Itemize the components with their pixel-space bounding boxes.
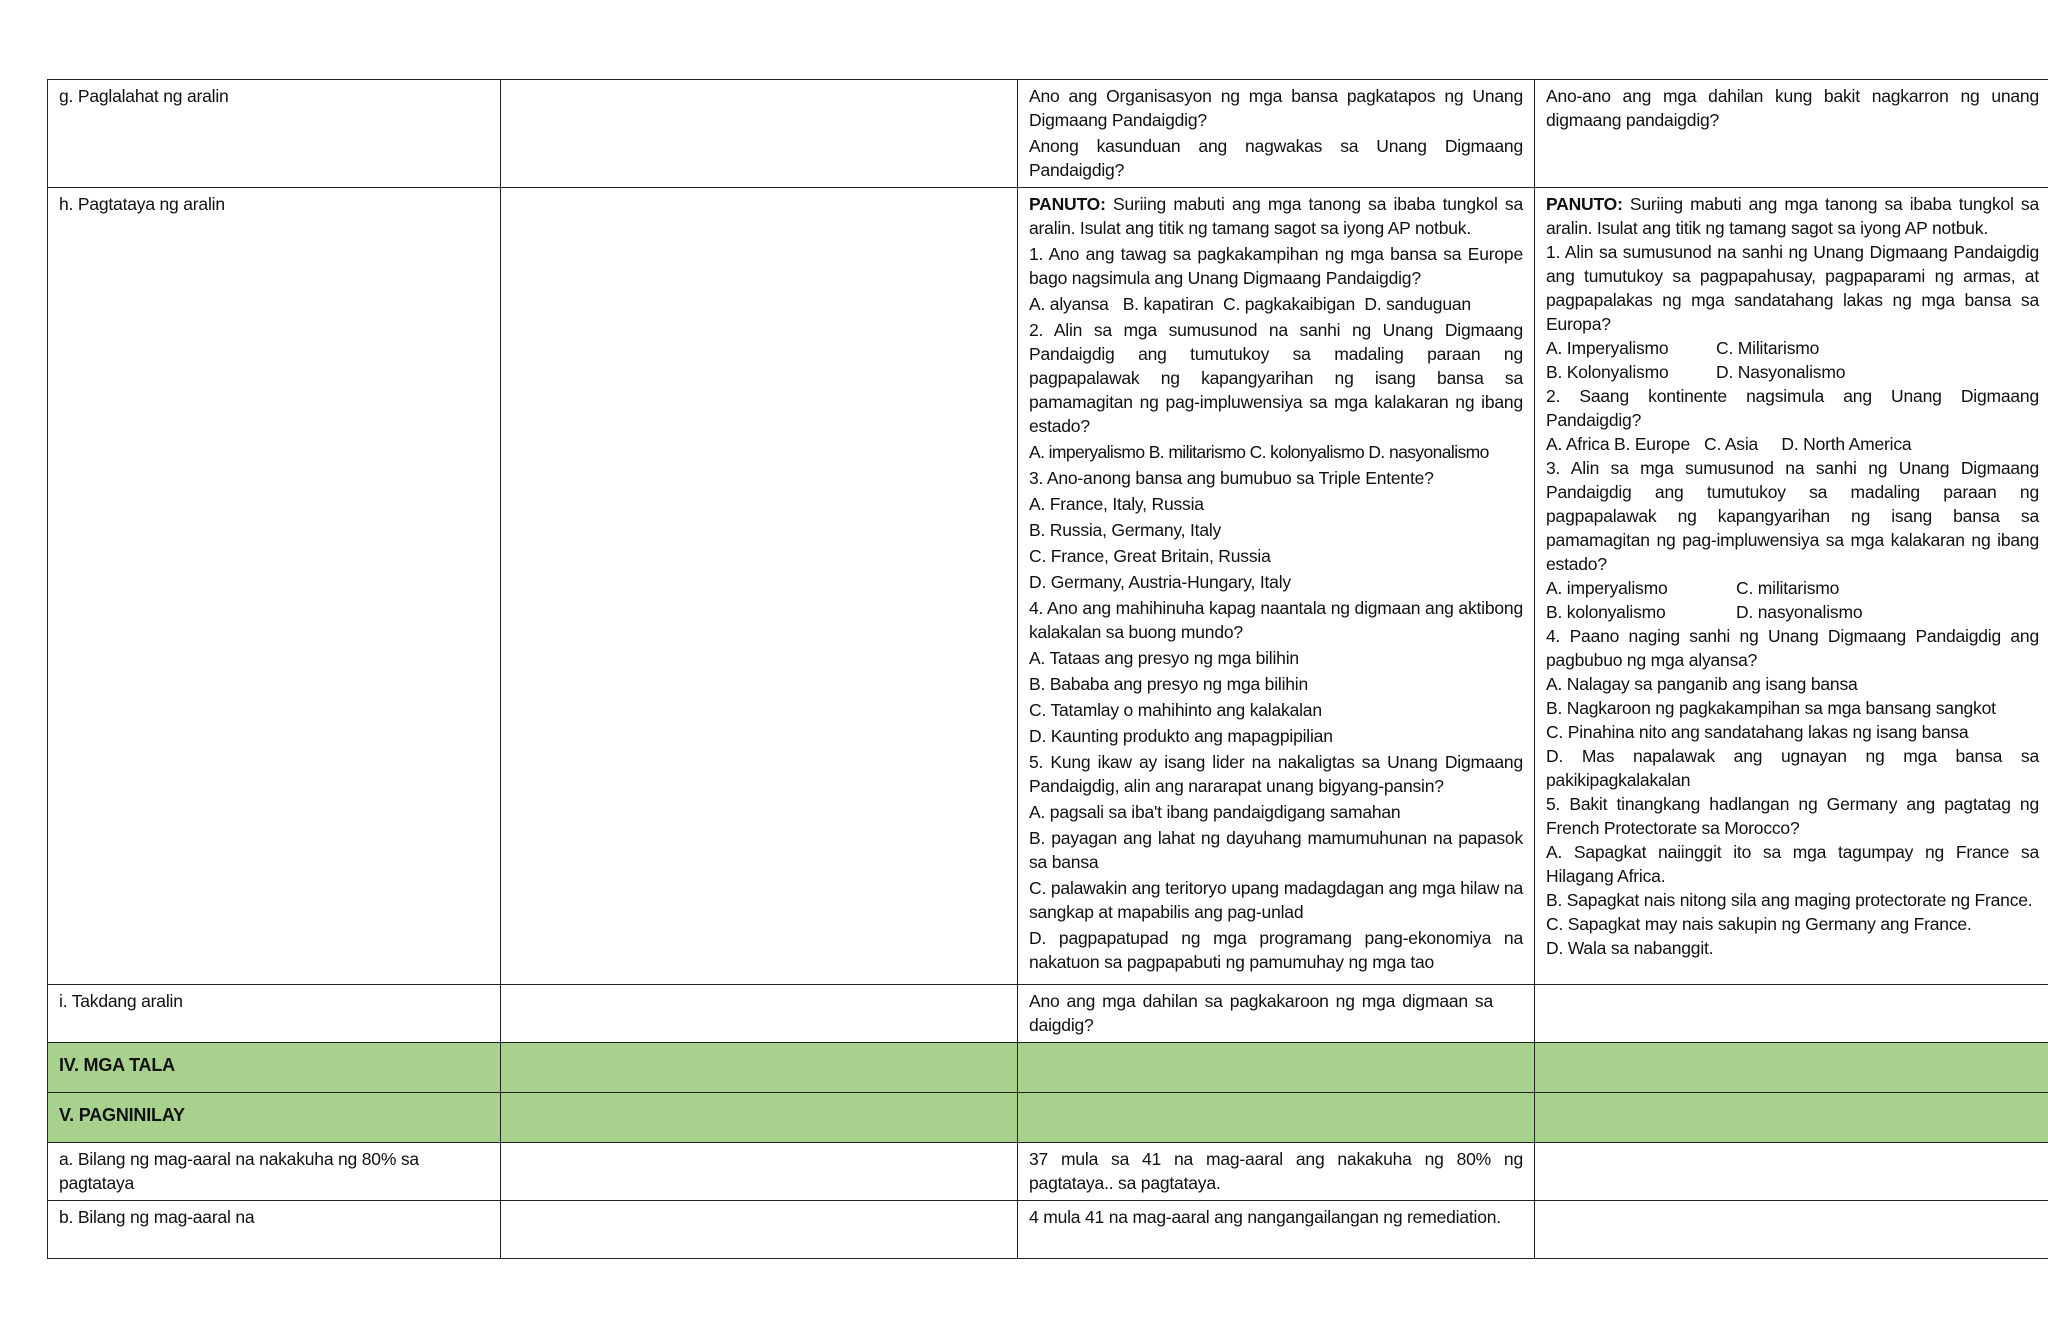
empty-cell — [501, 1143, 1018, 1201]
empty-cell — [501, 985, 1018, 1043]
assignment-text: Ano ang mga dahilan sa pagkakaroon ng mga digmaan sa daigdig? — [1029, 991, 1493, 1035]
table-row — [48, 1143, 2048, 1201]
question-text: 1. Ano ang tawag sa pagkakampihan ng mga bansa sa Europe bago nagsimula ang Unang Digmaang Pandaigdig? — [1029, 244, 1523, 288]
table-row — [48, 80, 2048, 188]
answer-option: B. Russia, Germany, Italy — [1029, 520, 1222, 540]
panuto-label: PANUTO: — [1546, 194, 1623, 214]
cell-pagtataya-day4 — [1535, 188, 2048, 985]
empty-cell — [1535, 1043, 2048, 1093]
answer-option: D. nasyonalismo — [1736, 602, 1863, 622]
question-text: 1. Alin sa sumusunod na sanhi ng Unang Digmaang Pandaigdig ang tumutukoy sa pagpapahusay, pagpaparami ng armas, at pagpapalakas ng mga sandatahang lakas ng mga bansa sa Europa? — [1546, 242, 2039, 334]
panuto-text: Suriing mabuti ang mga tanong sa ibaba tungkol sa aralin. Isulat ang titik ng tamang sagot sa iyong AP notbuk. — [1546, 194, 2039, 238]
question-text: 5. Bakit tinangkang hadlangan ng Germany ang pagtatag ng French Protectorate sa Morocco? — [1546, 794, 2039, 838]
question-text: 5. Kung ikaw ay isang lider na nakaligtas sa Unang Digmaang Pandaigdig, alin ang nararapat unang bigyang-pansin? — [1029, 752, 1523, 796]
section-heading: IV. MGA TALA — [48, 1043, 501, 1093]
row-label: i. Takdang aralin — [48, 985, 501, 1043]
question-text: 2. Saang kontinente nagsimula ang Unang Digmaang Pandaigdig? — [1546, 386, 2039, 430]
answer-option: B. Nagkaroon ng pagkakampihan sa mga bansang sangkot — [1546, 698, 1996, 718]
empty-cell — [1018, 1093, 1535, 1143]
question-text: Anong kasunduan ang nagwakas sa Unang Digmaang Pandaigdig? — [1029, 136, 1523, 180]
section-row — [48, 1043, 2048, 1093]
cell-pagtataya-day3 — [1018, 188, 1535, 985]
row-label: a. Bilang ng mag-aaral na nakakuha ng 80% sa pagtataya — [48, 1143, 501, 1201]
answer-option: C. Pinahina nito ang sandatahang lakas ng isang bansa — [1546, 722, 1969, 742]
answer-options: A. alyansa B. kapatiran C. pagkakaibigan D. sanduguan — [1029, 294, 1471, 314]
empty-cell — [1535, 985, 2048, 1043]
answer-option: C. militarismo — [1736, 578, 1840, 598]
answer-option: D. Nasyonalismo — [1716, 362, 1846, 382]
section-heading: V. PAGNINILAY — [48, 1093, 501, 1143]
question-text: 2. Alin sa mga sumusunod na sanhi ng Unang Digmaang Pandaigdig ang tumutukoy sa madaling paraan ng pagpapalawak ng kapangyarihan ng isang bansa sa pamamagitan ng pag-impluwensiya sa mga kalakaran ng ibang estado? — [1029, 320, 1523, 436]
question-text: 4. Paano naging sanhi ng Unang Digmaang Pandaigdig ang pagbubuo ng mga alyansa? — [1546, 626, 2039, 670]
empty-cell — [501, 80, 1018, 188]
answer-option: B. Sapagkat nais nitong sila ang maging protectorate ng France. — [1546, 890, 2033, 910]
answer-options — [1546, 576, 2039, 600]
result-text: 37 mula sa 41 na mag-aaral ang nakakuha ng 80% ng pagtataya.. sa pagtataya. — [1029, 1149, 1523, 1193]
cell-paglalahat-day4 — [1535, 80, 2048, 188]
row-label: b. Bilang ng mag-aaral na — [48, 1201, 501, 1259]
cell-bilang-80-day3 — [1018, 1143, 1535, 1201]
answer-options: A. Africa B. Europe C. Asia D. North America — [1546, 434, 1912, 454]
cell-paglalahat-day3 — [1018, 80, 1535, 188]
question-text: 4. Ano ang mahihinuha kapag naantala ng digmaan ang aktibong kalakalan sa buong mundo? — [1029, 598, 1523, 642]
answer-option: C. palawakin ang teritoryo upang madagdagan ang mga hilaw na sangkap at mapabilis ang pag-unlad — [1029, 878, 1523, 922]
answer-option: A. pagsali sa iba't ibang pandaigdigang samahan — [1029, 802, 1401, 822]
answer-option: B. payagan ang lahat ng dayuhang mamumuhunan na papasok sa bansa — [1029, 828, 1523, 872]
answer-options — [1546, 600, 2039, 624]
empty-cell — [501, 1093, 1018, 1143]
answer-option: A. France, Italy, Russia — [1029, 494, 1204, 514]
empty-cell — [1018, 1043, 1535, 1093]
answer-option: C. Sapagkat may nais sakupin ng Germany ang France. — [1546, 914, 1972, 934]
question-text: 3. Alin sa mga sumusunod na sanhi ng Unang Digmaang Pandaigdig ang tumutukoy sa madaling paraan ng pagpapalawak ng kapangyarihan ng isang bansa sa pamamagitan ng pag-impluwensiya sa mga kalakaran ng ibang estado? — [1546, 458, 2039, 574]
lesson-plan-table — [47, 79, 2048, 1259]
table-row — [48, 985, 2048, 1043]
empty-cell — [501, 188, 1018, 985]
empty-cell — [1535, 1143, 2048, 1201]
cell-takdang-aralin-day3 — [1018, 985, 1535, 1043]
section-row — [48, 1093, 2048, 1143]
panuto-text: Suriing mabuti ang mga tanong sa ibaba tungkol sa aralin. Isulat ang titik ng tamang sagot sa iyong AP notbuk. — [1029, 194, 1523, 238]
answer-options: A. imperyalismo B. militarismo C. kolonyalismo D. nasyonalismo — [1029, 442, 1489, 462]
answer-option: D. pagpapatupad ng mga programang pang-ekonomiya na nakatuon sa pagpapabuti ng pamumuhay ng mga tao — [1029, 928, 1523, 972]
answer-options — [1546, 360, 2039, 384]
answer-option: A. imperyalismo — [1546, 578, 1668, 598]
row-label: g. Paglalahat ng aralin — [48, 80, 501, 188]
answer-option: C. France, Great Britain, Russia — [1029, 546, 1271, 566]
empty-cell — [1535, 1201, 2048, 1259]
table-row — [48, 188, 2048, 985]
answer-option: D. Wala sa nabanggit. — [1546, 938, 1714, 958]
empty-cell — [501, 1043, 1018, 1093]
answer-options — [1546, 336, 2039, 360]
answer-option: A. Sapagkat naiinggit ito sa mga tagumpay ng France sa Hilagang Africa. — [1546, 842, 2039, 886]
cell-remediation-day3 — [1018, 1201, 1535, 1259]
answer-option: A. Nalagay sa panganib ang isang bansa — [1546, 674, 1858, 694]
answer-option: D. Kaunting produkto ang mapagpipilian — [1029, 726, 1333, 746]
answer-option: A. Imperyalismo — [1546, 338, 1669, 358]
table-row — [48, 1201, 2048, 1259]
empty-cell — [1535, 1093, 2048, 1143]
result-text: 4 mula 41 na mag-aaral ang nangangailangan ng remediation. — [1029, 1207, 1501, 1227]
answer-option: A. Tataas ang presyo ng mga bilihin — [1029, 648, 1299, 668]
row-label: h. Pagtataya ng aralin — [48, 188, 501, 985]
answer-option: C. Tatamlay o mahihinto ang kalakalan — [1029, 700, 1322, 720]
question-text: 3. Ano-anong bansa ang bumubuo sa Triple Entente? — [1029, 468, 1434, 488]
answer-option: C. Militarismo — [1716, 338, 1820, 358]
answer-option: D. Mas napalawak ang ugnayan ng mga bansa sa pakikipagkalakalan — [1546, 746, 2039, 790]
answer-option: B. Kolonyalismo — [1546, 362, 1669, 382]
answer-option: B. Bababa ang presyo ng mga bilihin — [1029, 674, 1309, 694]
panuto-label: PANUTO: — [1029, 194, 1106, 214]
question-text: Ano-ano ang mga dahilan kung bakit nagkarron ng unang digmaang pandaigdig? — [1546, 86, 2039, 130]
empty-cell — [501, 1201, 1018, 1259]
question-text: Ano ang Organisasyon ng mga bansa pagkatapos ng Unang Digmaang Pandaigdig? — [1029, 86, 1523, 130]
answer-option: B. kolonyalismo — [1546, 602, 1666, 622]
answer-option: D. Germany, Austria-Hungary, Italy — [1029, 572, 1291, 592]
